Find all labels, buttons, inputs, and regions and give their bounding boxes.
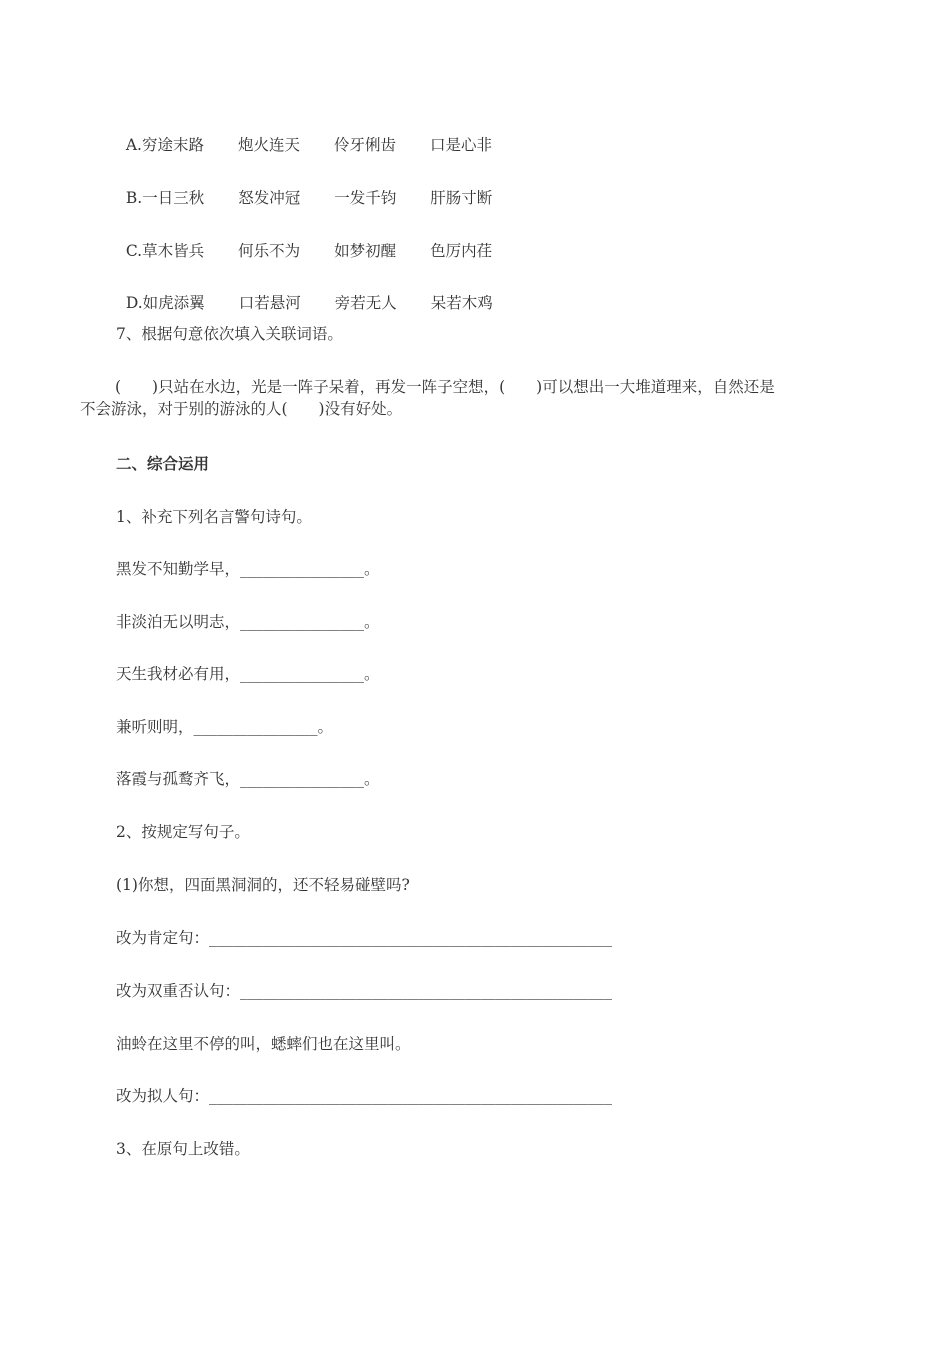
option-c xyxy=(116,218,492,262)
quote-item: 黑发不知勤学早，________________。 xyxy=(116,560,380,578)
quote-item: 落霞与孤鹜齐飞，________________。 xyxy=(116,770,380,788)
option-word: 伶牙俐齿 xyxy=(334,136,397,154)
question-2-sentence-1: (1)你想，四面黑洞洞的，还不轻易碰壁吗? xyxy=(116,876,410,894)
question-2-sentence-2: 油蛉在这里不停的叫，蟋蟀们也在这里叫。 xyxy=(116,1035,411,1053)
option-word: 穷途末路 xyxy=(141,136,204,154)
personification-prompt: 改为拟人句：____________________________________________________ xyxy=(116,1087,613,1105)
option-a xyxy=(116,112,492,156)
option-word: 肝肠寸断 xyxy=(430,189,493,207)
option-word: 草木皆兵 xyxy=(142,242,205,260)
option-word: 口若悬河 xyxy=(238,294,301,312)
quote-item: 兼听则明，________________。 xyxy=(116,718,334,736)
option-word: 如虎添翼 xyxy=(142,294,205,312)
quote-item: 非淡泊无以明志，________________。 xyxy=(116,613,380,631)
question-7-passage xyxy=(80,376,862,420)
option-b xyxy=(116,165,492,209)
affirmative-prompt: 改为肯定句：____________________________________________________ xyxy=(116,929,613,947)
question-7-line-1: ( )只站在水边，光是一阵子呆着，再发一阵子空想，( )可以想出一大堆道理来，自然还是 xyxy=(115,378,775,396)
option-label: A. xyxy=(125,136,142,154)
option-word: 一发千钧 xyxy=(334,189,397,207)
question-7-title: 7、根据句意依次填入关联词语。 xyxy=(116,325,343,343)
option-word: 口是心非 xyxy=(430,136,493,154)
double-negative-prompt: 改为双重否认句：________________________________________________ xyxy=(116,982,613,1000)
option-word: 如梦初醒 xyxy=(334,242,397,260)
option-d xyxy=(116,270,493,314)
option-label: C. xyxy=(125,242,143,260)
question-2-title: 2、按规定写句子。 xyxy=(116,823,250,841)
question-1-title: 1、补充下列名言警句诗句。 xyxy=(116,508,312,526)
option-word: 怒发冲冠 xyxy=(238,189,301,207)
option-word: 色厉内荏 xyxy=(430,242,493,260)
section-2-title: 二、综合运用 xyxy=(116,454,210,473)
question-7-line-2: 不会游泳，对于别的游泳的人( )没有好处。 xyxy=(80,400,403,418)
option-word: 呆若木鸡 xyxy=(430,294,493,312)
question-3-title: 3、在原句上改错。 xyxy=(116,1140,250,1158)
option-label: D. xyxy=(125,294,143,312)
option-word: 何乐不为 xyxy=(238,242,301,260)
option-word: 旁若无人 xyxy=(334,294,397,312)
quote-item: 天生我材必有用，________________。 xyxy=(116,665,380,683)
option-label: B. xyxy=(125,189,143,207)
option-word: 一日三秋 xyxy=(142,189,205,207)
option-word: 炮火连天 xyxy=(238,136,301,154)
